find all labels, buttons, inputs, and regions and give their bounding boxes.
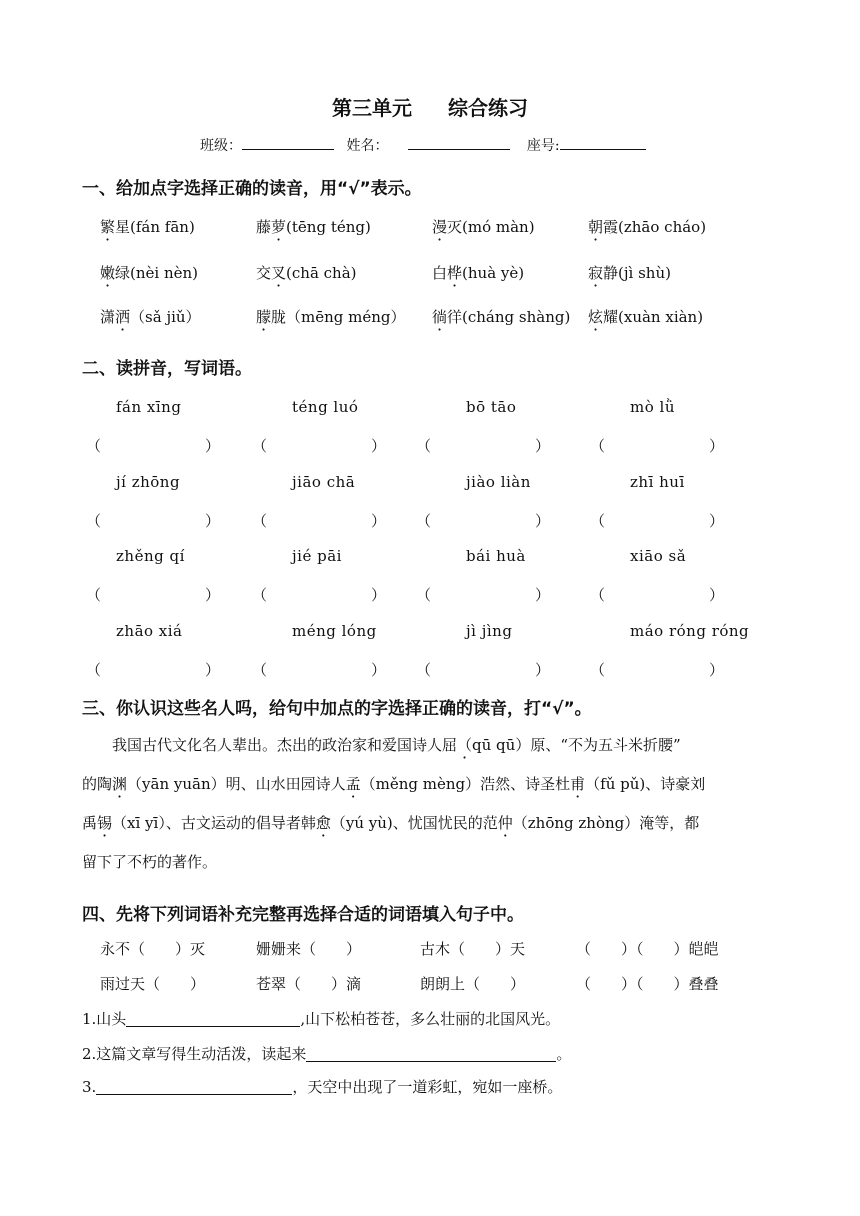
seat-blank[interactable]	[560, 135, 646, 150]
pronunciation-item[interactable]: 朝霞(zhāo cháo)	[588, 218, 707, 236]
answer-box[interactable]: （ ）	[590, 511, 724, 530]
answer-box[interactable]: （ ）	[86, 660, 220, 679]
pronunciation-item[interactable]: 白桦(huà yè)	[432, 264, 525, 282]
answer-box[interactable]: （ ）	[416, 660, 550, 679]
sentence-1-blank[interactable]	[126, 1010, 300, 1027]
section3-paragraph: 我国古代文化名人辈出。杰出的政治家和爱国诗人屈（qū qū）原、“不为五斗米折腰” 的陶渊（yān yuān）明、山水田园诗人孟（měng mèng）浩然、诗圣杜甫（fǔ pǔ)、诗豪刘 禹锡（xī yī）、古文运动的倡导者韩愈（yú yù)、忧国忧民的范仲（zhōng zhòng）淹等，都 留下了不朽的著作。	[82, 736, 706, 871]
pinyin-label: xiāo sǎ	[630, 547, 687, 565]
answer-box[interactable]: （ ）	[416, 511, 550, 530]
pinyin-label: zhāo xiá	[116, 621, 183, 640]
class-label: 班级：	[200, 138, 242, 154]
sentence-2: 2.这篇文章写得生动活泼，读起来 。	[82, 1045, 572, 1063]
pinyin-label: bái huà	[466, 547, 526, 565]
answer-box[interactable]: （ ）	[252, 586, 386, 604]
word-row1-item1: 永不（ ）灭	[100, 940, 206, 958]
word-row1-item2: 姗姗来（ ）	[256, 940, 362, 958]
word-row1-item4: （ ）（ ）皑皑	[576, 940, 719, 958]
seat-label: 座号:	[526, 138, 560, 154]
pinyin-label: jié pāi	[292, 547, 342, 565]
pronunciation-item[interactable]: 徜徉(cháng shàng)	[432, 308, 571, 326]
pinyin-label: téng luó	[292, 398, 359, 416]
answer-box[interactable]: （ ）	[86, 511, 220, 530]
pinyin-label: bō tāo	[466, 398, 517, 416]
pinyin-label: méng lóng	[292, 621, 377, 640]
sentence-3: 3. ，天空中出现了一道彩虹，宛如一座桥。	[82, 1078, 563, 1096]
student-info	[200, 135, 646, 155]
pronunciation-item[interactable]: 藤萝(tēng téng)	[256, 218, 371, 236]
name-blank[interactable]	[408, 135, 510, 150]
pinyin-label: mò lǜ	[630, 398, 675, 416]
pronunciation-item[interactable]: 炫耀(xuàn xiàn)	[588, 308, 704, 326]
word-row2-item2: 苍翠（ ）滴	[256, 975, 362, 993]
pinyin-label: zhěng qí	[116, 547, 185, 565]
answer-box[interactable]: （ ）	[86, 586, 220, 604]
answer-box[interactable]: （ ）	[252, 437, 386, 455]
title-unit: 第三单元	[332, 96, 412, 120]
pronunciation-item[interactable]: 交叉(chā chà)	[256, 264, 357, 282]
pronunciation-item[interactable]: 繁星(fán fān)	[100, 218, 195, 236]
answer-box[interactable]: （ ）	[252, 660, 386, 679]
pronunciation-item[interactable]: 朦胧（mēng méng）	[256, 308, 406, 326]
pinyin-label: máo róng róng	[630, 621, 750, 640]
section1-heading: 一、给加点字选择正确的读音，用“√”表示。	[82, 179, 422, 199]
pronunciation-item[interactable]: 潇洒（sǎ jiǔ）	[100, 308, 201, 326]
pronunciation-item[interactable]: 漫灭(mó màn)	[432, 218, 535, 236]
pinyin-label: jiāo chā	[292, 472, 356, 491]
answer-box[interactable]: （ ）	[416, 437, 550, 455]
answer-box[interactable]: （ ）	[86, 437, 220, 455]
class-blank[interactable]	[242, 135, 334, 150]
pinyin-label: jiào liàn	[466, 472, 531, 491]
answer-box[interactable]: （ ）	[416, 586, 550, 604]
sentence-3-blank[interactable]	[96, 1078, 292, 1095]
answer-box[interactable]: （ ）	[590, 437, 724, 455]
pinyin-label: zhī huī	[630, 472, 685, 491]
word-row1-item3: 古木（ ）天	[420, 940, 526, 958]
answer-box[interactable]: （ ）	[252, 511, 386, 530]
pinyin-label: jí zhōng	[116, 472, 181, 491]
name-label: 姓名：	[346, 138, 389, 154]
word-row2-item1: 雨过天（ ）	[100, 975, 206, 993]
answer-box[interactable]: （ ）	[590, 660, 724, 679]
page-title	[0, 92, 860, 121]
sentence-2-blank[interactable]	[306, 1045, 556, 1062]
pinyin-label: fán xīng	[116, 398, 182, 416]
word-row2-item4: （ ）（ ）叠叠	[576, 975, 719, 993]
word-row2-item3: 朗朗上（ ）	[420, 975, 526, 993]
pronunciation-item[interactable]: 嫩绿(nèi nèn)	[100, 264, 199, 282]
pinyin-label: jì jìng	[466, 621, 513, 640]
section3-heading: 三、你认识这些名人吗，给句中加点的字选择正确的读音，打“√”。	[82, 699, 592, 719]
answer-box[interactable]: （ ）	[590, 586, 724, 604]
section2-heading: 二、读拼音，写词语。	[82, 359, 252, 379]
title-name: 综合练习	[448, 96, 528, 120]
sentence-1: 1.山头 ,山下松柏苍苍，多么壮丽的北国风光。	[82, 1010, 561, 1028]
section4-heading: 四、先将下列词语补充完整再选择合适的词语填入句子中。	[82, 905, 524, 925]
pronunciation-item[interactable]: 寂静(jì shù)	[588, 264, 671, 282]
